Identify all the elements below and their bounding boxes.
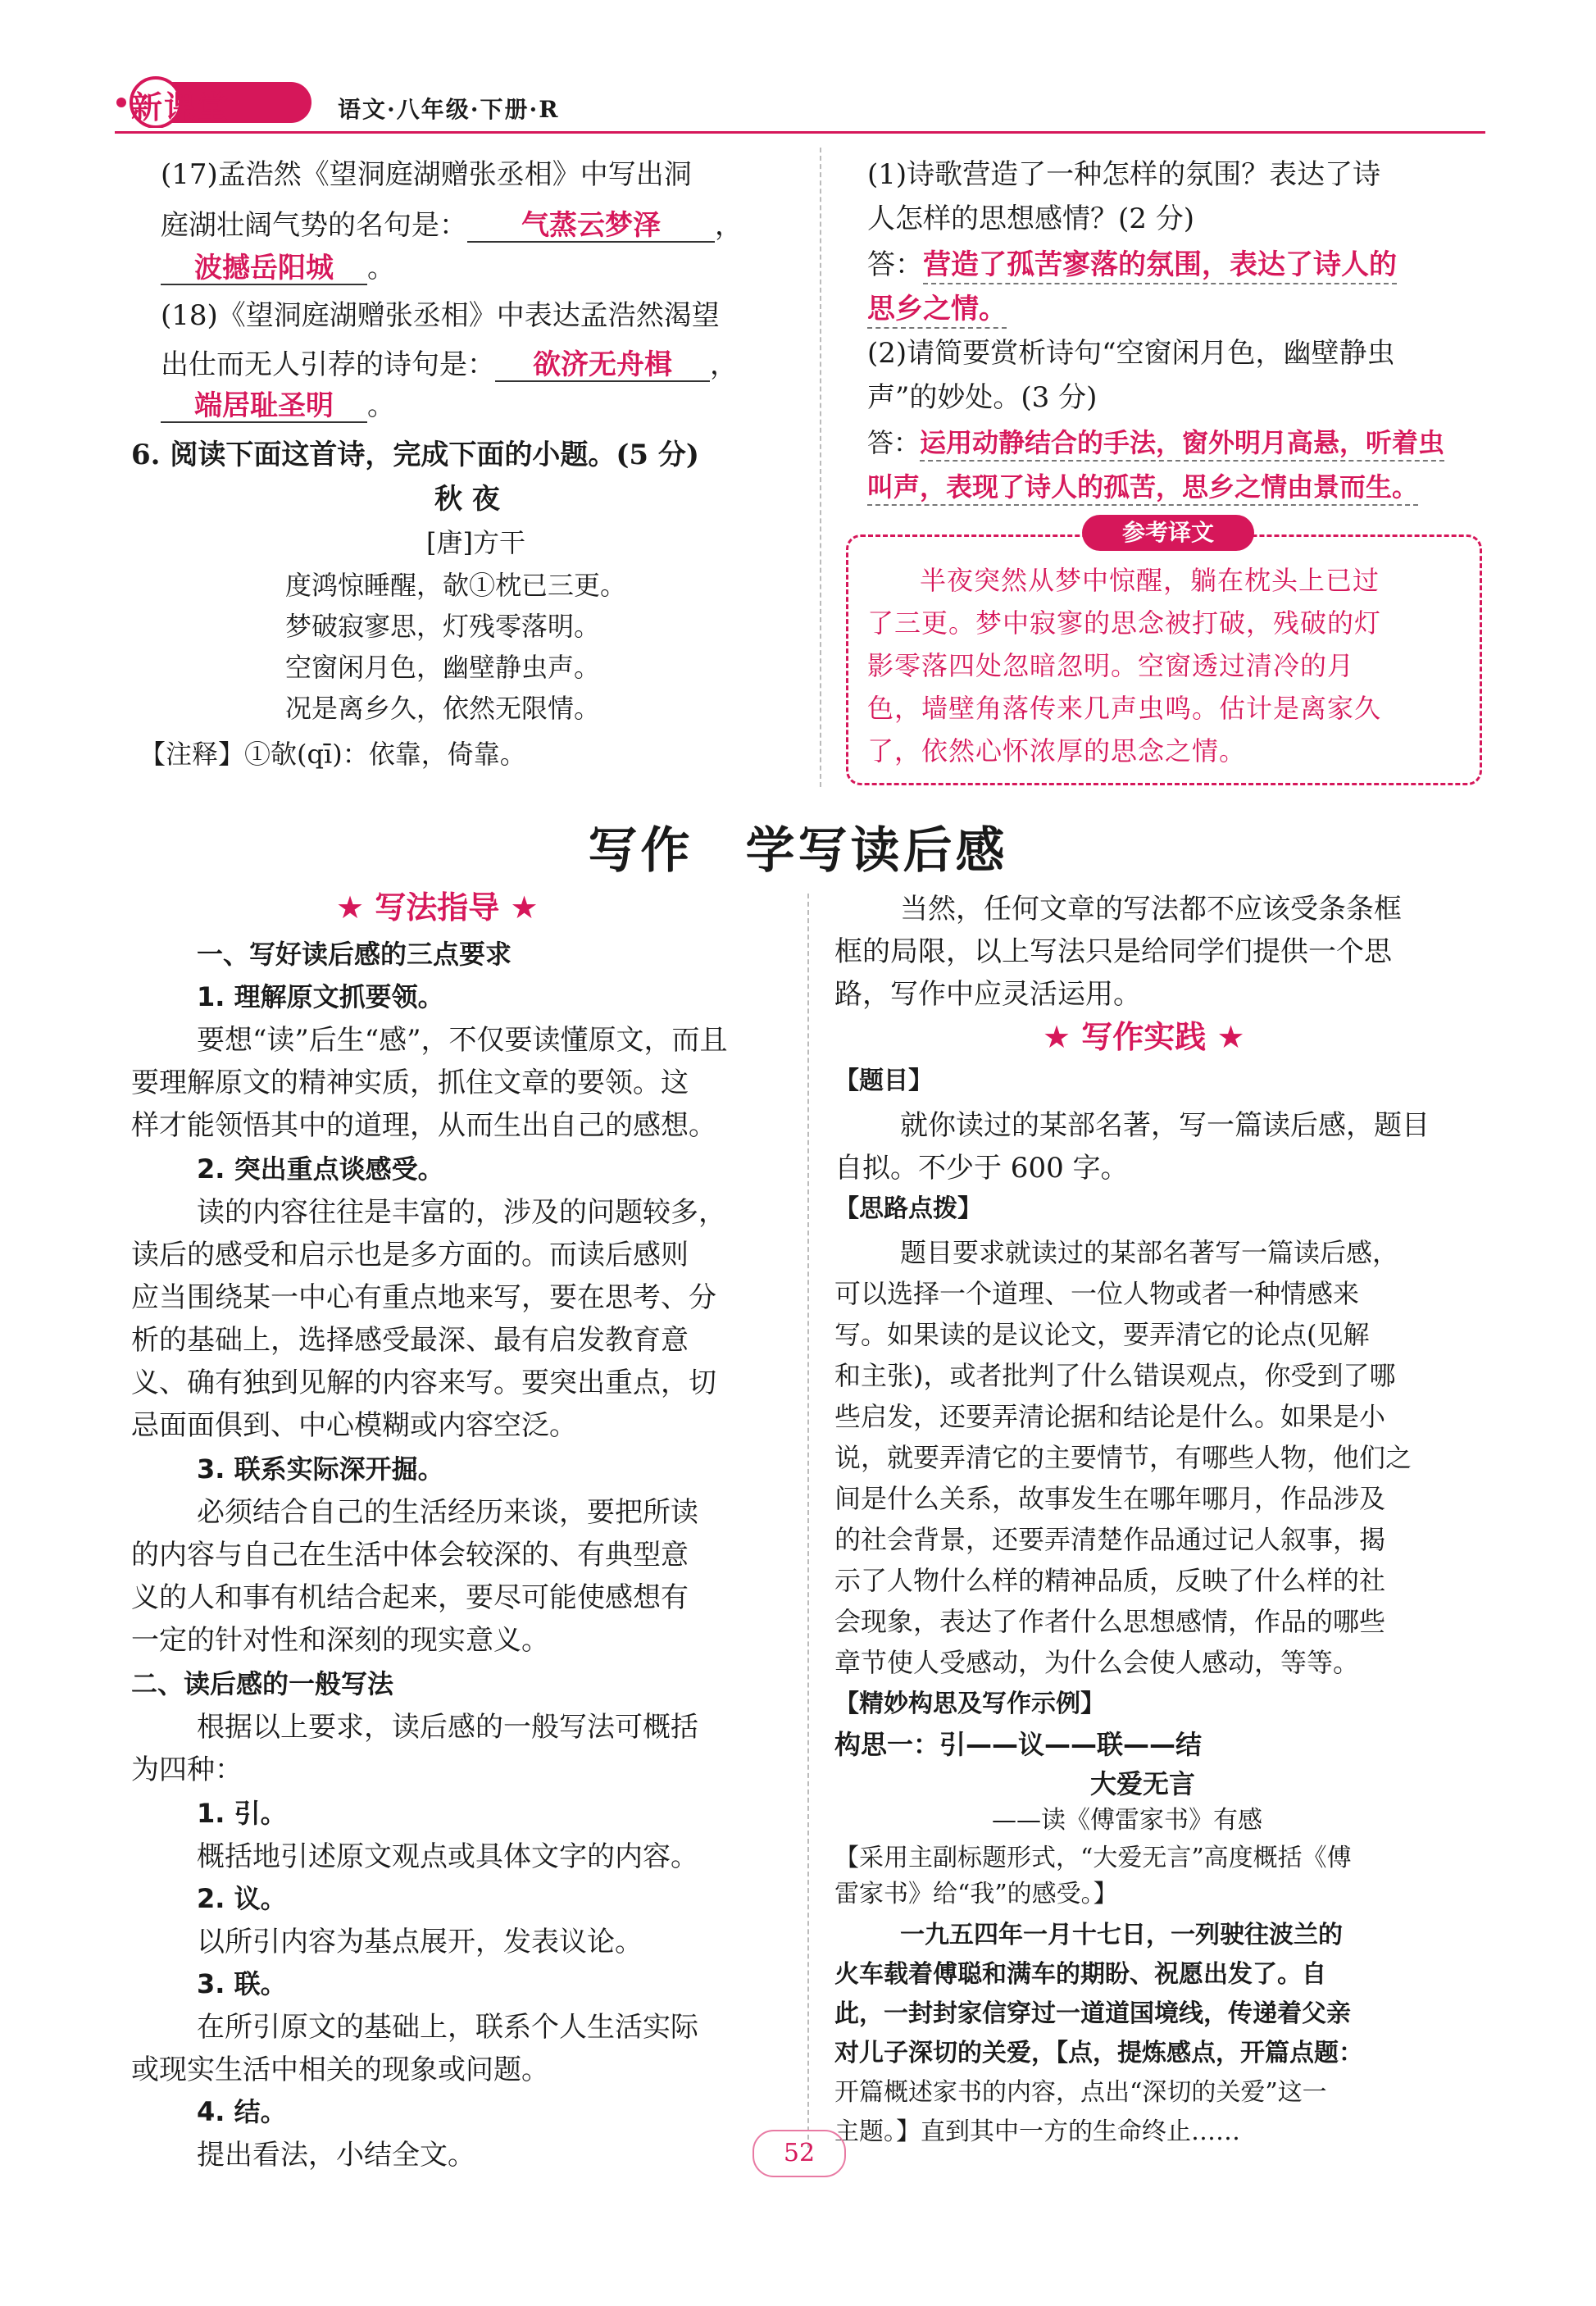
comment-line2: 雷家书》给“我”的感受。】 xyxy=(834,1880,1118,1908)
guide-s4-head: 4. 结。 xyxy=(197,2096,287,2127)
brand-name xyxy=(131,82,230,127)
q17-answer-2: 波撼岳阳城 xyxy=(161,254,367,285)
sub-q1-answer-line1 xyxy=(867,248,1397,281)
answer-label-2: 答： xyxy=(867,427,921,458)
sub-q1-answer-text1: 营造了孤苦寥落的氛围，表达了诗人的 xyxy=(923,248,1397,284)
poem-line-4: 况是离乡久，依然无限情。 xyxy=(285,693,601,724)
practice-heading: ★ 写作实践 ★ xyxy=(1043,1019,1245,1055)
guide-s4-text: 提出看法，小结全文。 xyxy=(197,2139,475,2172)
tip-line-8: 的社会背景，还要弄清楚作品通过记人叙事，揭 xyxy=(834,1524,1386,1555)
q18-period: 。 xyxy=(367,389,395,422)
topic-line1: 就你读过的某部名著，写一篇读后感，题目 xyxy=(900,1109,1430,1142)
sub-q2-answer-line1 xyxy=(867,427,1445,458)
idea-line: 构思一：引——议——联——结 xyxy=(834,1729,1203,1760)
guide-p1-line2: 要理解原文的精神实质，抓住文章的要领。这 xyxy=(131,1067,689,1099)
guide-heading: ★ 写法指导 ★ xyxy=(336,889,539,926)
guide-p2-head: 2. 突出重点谈感受。 xyxy=(197,1153,444,1185)
ref-line-5: 了，依然心怀浓厚的思念之情。 xyxy=(867,735,1247,766)
topic-line2: 自拟。不少于 600 字。 xyxy=(834,1152,1129,1185)
ref-line-1: 半夜突然从梦中惊醒，躺在枕头上已过 xyxy=(920,565,1380,596)
column-divider-top xyxy=(820,148,821,787)
guide-p3-line1: 必须结合自己的生活经历来谈，要把所读 xyxy=(197,1496,698,1529)
tip-line-3: 写。如果读的是议论文，要弄清它的论点(见解 xyxy=(834,1319,1370,1350)
tip-line-7: 间是什么关系，故事发生在哪年哪月，作品涉及 xyxy=(834,1483,1386,1514)
poem-line-2: 梦破寂寥思，灯残零落明。 xyxy=(285,611,601,642)
practice-intro-line3: 路，写作中应灵活运用。 xyxy=(834,978,1141,1011)
comment-line1: 【采用主副标题形式，“大爱无言”高度概括《傅 xyxy=(834,1844,1352,1872)
tip-line-10: 会现象，表达了作者什么思想感情，作品的哪些 xyxy=(834,1606,1386,1637)
q6-title xyxy=(131,441,699,469)
q17-answer-1: 气蒸云梦泽 xyxy=(467,211,715,243)
sub-q2-answer-text2: 叫声，表现了诗人的孤苦，思乡之情由景而生。 xyxy=(867,471,1418,506)
answer-label: 答： xyxy=(867,248,923,281)
example-heading: 【精妙构思及写作示例】 xyxy=(834,1690,1105,1718)
essay-line-4: 对儿子深切的关爱，【点，提炼感点，开篇点题： xyxy=(834,2039,1363,2067)
essay-line-3: 此，一封封家信穿过一道道国境线，传递着父亲 xyxy=(834,1999,1351,2028)
essay-line-6: 主题。】直到其中一方的生命终止…… xyxy=(834,2117,1240,2146)
guide-p3-head: 3. 联系实际深开掘。 xyxy=(197,1453,444,1485)
ref-line-2: 了三更。梦中寂寥的思念被打破，残破的灯 xyxy=(867,607,1382,639)
guide-s3-head: 3. 联。 xyxy=(197,1968,287,1999)
poem-note: 【注释】①欹(qī)：依靠，倚靠。 xyxy=(139,739,526,770)
reference-translation-tag: 参考译文 xyxy=(1082,515,1254,551)
tip-line-11: 章节使人受感动，为什么会使人感动，等等。 xyxy=(834,1647,1360,1678)
guide-p2-line1: 读的内容往往是丰富的，涉及的问题较多， xyxy=(197,1196,726,1229)
practice-intro-line1: 当然，任何文章的写法都不应该受条条框 xyxy=(900,893,1402,926)
q18-answer-1: 欲济无舟楫 xyxy=(495,351,710,382)
essay-line-1: 一九五四年一月十七日，一列驶往波兰的 xyxy=(900,1921,1343,1949)
poem-author: [唐]方干 xyxy=(426,527,525,558)
book-subtitle: 语文·八年级·下册·R xyxy=(338,96,560,123)
ref-line-3: 影零落四处忽暗忽明。空窗透过清冷的月 xyxy=(867,650,1355,681)
guide-p4-line2: 为四种： xyxy=(131,1753,243,1786)
sub-q2-answer-text1: 运用动静结合的手法，窗外明月高悬，听着虫 xyxy=(920,427,1444,462)
guide-p2-line5: 义、确有独到见解的内容来写。要突出重点，切 xyxy=(131,1367,716,1399)
sub-q2-answer-line2 xyxy=(867,471,1419,503)
sub-q1-answer-line2 xyxy=(867,295,1007,323)
q17-period: 。 xyxy=(367,252,395,284)
q18-line3 xyxy=(161,389,395,423)
tips-heading: 【思路点拨】 xyxy=(834,1194,982,1223)
q18-line1: (18)《望洞庭湖赠张丞相》中表达孟浩然渴望 xyxy=(161,299,720,332)
poem-line-3: 空窗闲月色，幽壁静虫声。 xyxy=(285,652,601,683)
q18-comma: ， xyxy=(710,348,738,381)
brand-text: 新课堂 xyxy=(131,89,230,125)
section-title: 写作 学写读后感 xyxy=(588,822,1008,880)
q6-title-text: 6. 阅读下面这首诗，完成下面的小题。(5 分) xyxy=(131,439,699,471)
sub-q1-line2: 人怎样的思想感情？(2 分) xyxy=(867,202,1194,235)
sub-q1-answer-text2: 思乡之情。 xyxy=(867,293,1007,329)
header-rule xyxy=(115,131,1485,134)
essay-subtitle: ——读《傅雷家书》有感 xyxy=(992,1806,1262,1835)
guide-s3-line1: 在所引原文的基础上，联系个人生活实际 xyxy=(197,2011,698,2044)
q18-answer-2: 端居耻圣明 xyxy=(161,392,367,423)
guide-p3-line3: 义的人和事有机结合起来，要尽可能使感想有 xyxy=(131,1581,689,1614)
guide-s1-text: 概括地引述原文观点或具体文字的内容。 xyxy=(197,1840,698,1873)
column-divider-bottom xyxy=(807,894,809,2148)
q18-line2 xyxy=(161,348,738,382)
essay-line-5: 开篇概述家书的内容，点出“深切的关爱”这一 xyxy=(834,2078,1327,2107)
q17-line3 xyxy=(161,254,395,285)
guide-p1-line3: 样才能领悟其中的道理，从而生出自己的感想。 xyxy=(131,1109,716,1142)
q17-line2 xyxy=(161,211,743,243)
q17-line1: (17)孟浩然《望洞庭湖赠张丞相》中写出洞 xyxy=(161,158,692,191)
guide-p1-line1: 要想“读”后生“感”，不仅要读懂原文，而且 xyxy=(197,1024,728,1057)
guide-p2-line2: 读后的感受和启示也是多方面的。而读后感则 xyxy=(131,1239,689,1271)
guide-s2-text: 以所引内容为基点展开，发表议论。 xyxy=(197,1926,643,1958)
guide-p3-line2: 的内容与自己在生活中体会较深的、有典型意 xyxy=(131,1539,689,1571)
tip-line-1: 题目要求就读过的某部名著写一篇读后感， xyxy=(900,1237,1399,1268)
guide-p2-line4: 析的基础上，选择感受最深、最有启发教育意 xyxy=(131,1324,689,1357)
q17-prompt: 庭湖壮阔气势的名句是： xyxy=(161,209,467,242)
tip-line-2: 可以选择一个道理、一位人物或者一种情感来 xyxy=(834,1278,1360,1309)
ref-line-4: 色，墙壁角落传来几声虫鸣。估计是离家久 xyxy=(867,693,1382,724)
guide-p1-head: 1. 理解原文抓要领。 xyxy=(197,981,444,1012)
guide-s1-head: 1. 引。 xyxy=(197,1798,287,1829)
tip-line-6: 说，就要弄清它的主要情节，有哪些人物，他们之 xyxy=(834,1442,1412,1473)
practice-intro-line2: 框的局限，以上写法只是给同学们提供一个思 xyxy=(834,935,1392,968)
guide-h2: 二、读后感的一般写法 xyxy=(131,1668,394,1699)
guide-h1: 一、写好读后感的三点要求 xyxy=(197,939,512,970)
tip-line-9: 示了人物什么样的精神品质，反映了什么样的社 xyxy=(834,1565,1386,1596)
guide-p2-line6: 忌面面俱到、中心模糊或内容空泛。 xyxy=(131,1409,577,1442)
tip-line-4: 和主张)，或者批判了什么错误观点，你受到了哪 xyxy=(834,1360,1396,1391)
guide-s3-line2: 或现实生活中相关的现象或问题。 xyxy=(131,2054,549,2086)
poem-line-1: 度鸿惊睡醒，欹①枕已三更。 xyxy=(285,570,627,601)
page-number: 52 xyxy=(753,2130,846,2177)
essay-line-2: 火车载着傅聪和满车的期盼、祝愿出发了。自 xyxy=(834,1960,1326,1989)
tip-line-5: 些启发，还要弄清论据和结论是什么。如果是小 xyxy=(834,1401,1386,1432)
sub-q2-line1: (2)请简要赏析诗句“空窗闲月色，幽壁静虫 xyxy=(867,337,1395,370)
q18-prompt: 出仕而无人引荐的诗句是： xyxy=(161,348,495,381)
sub-q2-line2: 声”的妙处。(3 分) xyxy=(867,381,1098,414)
essay-title: 大爱无言 xyxy=(1090,1768,1196,1799)
topic-heading: 【题目】 xyxy=(834,1067,933,1095)
guide-p3-line4: 一定的针对性和深刻的现实意义。 xyxy=(131,1624,549,1657)
guide-p4-line1: 根据以上要求，读后感的一般写法可概括 xyxy=(197,1711,698,1744)
guide-p2-line3: 应当围绕某一中心有重点地来写，要在思考、分 xyxy=(131,1281,716,1314)
q17-comma: ， xyxy=(715,209,743,242)
sub-q1-line1: (1)诗歌营造了一种怎样的氛围？表达了诗 xyxy=(867,158,1381,191)
guide-s2-head: 2. 议。 xyxy=(197,1883,287,1914)
poem-title: 秋 夜 xyxy=(434,483,500,516)
